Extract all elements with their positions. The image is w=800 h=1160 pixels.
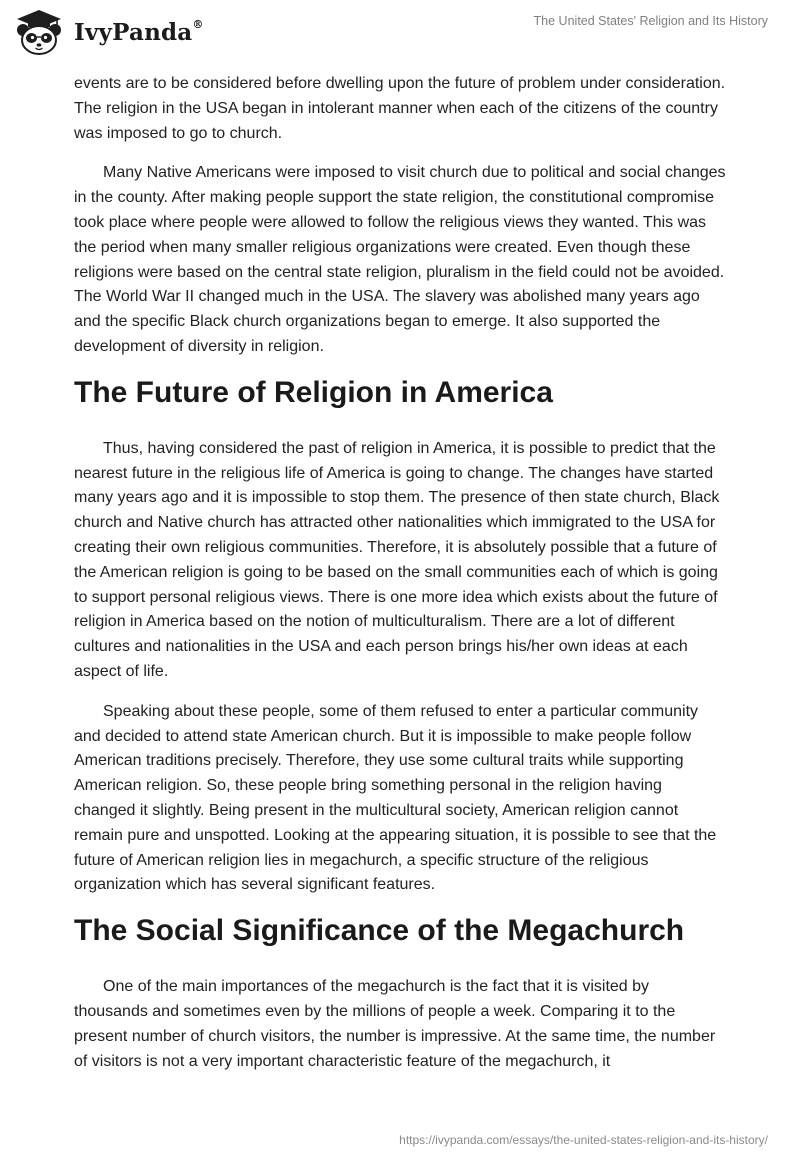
paragraph: One of the main importances of the megachurch is the fact that it is visited by thousands and sometimes even by the millions of people a week. Comparing it to the present number of church visitors, the number is impressive. At the same time, the number of visitors is not a very important characteristic feature of the megachurch, it [74, 978, 716, 1070]
section-heading: The Social Significance of the Megachurch [74, 914, 685, 948]
source-url[interactable]: https://ivypanda.com/essays/the-united-states-religion-and-its-history/ [399, 1133, 768, 1147]
brand-logo[interactable] [13, 8, 204, 56]
page-header [0, 0, 800, 72]
paragraph: events are to be considered before dwelling upon the future of problem under consideration. The religion in the USA began in intolerant manner when each of the citizens of the country was imposed to go to church. [74, 75, 726, 142]
section-heading: The Future of Religion in America [74, 375, 553, 409]
paragraph: Many Native Americans were imposed to visit church due to political and social changes in the county. After making people support the state religion, the constitutional compromise took place where people were allowed to follow the religious views they wanted. This was the period when many smaller religious organizations were created. Even though these religions were based on the central state religion, pluralism in the field could not be avoided. The World War II changed much in the USA. The slavery was abolished many years ago and the specific Black church organizations began to emerge. It also supported the development of diversity in religion. [74, 164, 726, 355]
brand-name[interactable]: IvyPanda® [74, 17, 204, 46]
document-title: The United States' Religion and Its History [533, 14, 768, 28]
panda-graduate-icon [13, 8, 65, 56]
paragraph: Thus, having considered the past of religion in America, it is possible to predict that the nearest future in the religious life of America is going to change. The changes have started many years ago and it is impossible to stop them. The presence of then state church, Black church and Native church has attracted other nationalities which immigrated to the USA for creating their own religious communities. Therefore, it is absolutely possible that a future of the American religion is going to be based on the small communities each of which is going to support personal religious views. There is one more idea which exists about the future of religion in America based on the notion of multiculturalism. There are a lot of different cultures and nationalities in the USA and each person brings his/her own ideas at each aspect of life. [74, 439, 720, 680]
essay-body [74, 72, 726, 1089]
paragraph: Speaking about these people, some of them refused to enter a particular community and decided to attend state American church. But it is impossible to make people follow American traditions precisely. Therefore, they use some cultural traits while supporting American religion. So, these people bring something personal in the religion having changed it slightly. Being present in the multicultural society, American religion cannot remain pure and unspotted. Looking at the appearing situation, it is possible to see that the future of American religion lies in megachurch, a specific structure of the religious organization which has several significant features. [74, 702, 717, 894]
